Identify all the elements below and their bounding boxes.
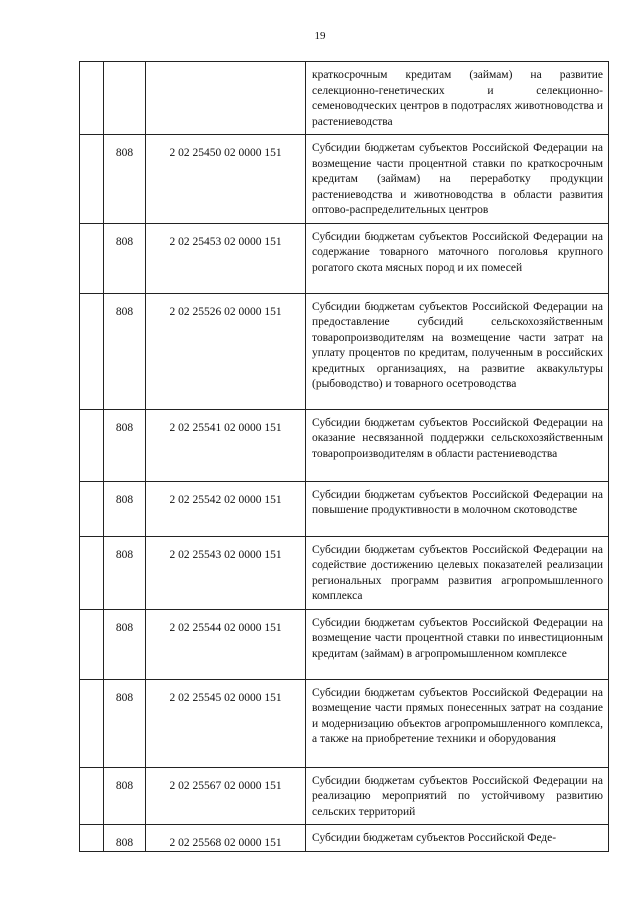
table-row <box>80 679 609 767</box>
admin-code-cell: 808 <box>104 679 146 767</box>
description-cell: Субсидии бюджетам субъектов Российской Федерации на возмещение части процентной ставки по краткосрочным кредитам (займам) на переработку продукции растениеводства и животноводства в области развития оптово-распределительных центров <box>306 135 609 224</box>
budget-code-cell: 2 02 25542 02 0000 151 <box>146 481 306 536</box>
description-cell: Субсидии бюджетам субъектов Российской Федерации на повышение продуктивности в молочном скотоводстве <box>306 481 609 536</box>
description-cell: краткосрочным кредитам (займам) на развитие селекционно-генетических и селекционно-семеноводческих центров в подотраслях животноводства и растениеводства <box>306 62 609 135</box>
budget-code-cell: 2 02 25567 02 0000 151 <box>146 767 306 825</box>
description-cell: Субсидии бюджетам субъектов Российской Федерации на предоставление субсидий сельскохозяйственным товаропроизводителям на возмещение части затрат на уплату процентов по кредитам, полученным в российских кредитных организациях, на развитие аквакультуры (рыбоводство) и товарного осетроводства <box>306 293 609 409</box>
budget-code-cell: 2 02 25568 02 0000 151 <box>146 825 306 852</box>
table-row <box>80 409 609 481</box>
admin-code-cell: 808 <box>104 481 146 536</box>
table-row <box>80 481 609 536</box>
description-cell: Субсидии бюджетам субъектов Российской Федерации на возмещение части прямых понесенных затрат на создание и модернизацию объектов агропромышленного комплекса, а также на приобретение техники и оборудования <box>306 679 609 767</box>
description-cell: Субсидии бюджетам субъектов Российской Федерации на реализацию мероприятий по устойчивому развитию сельских территорий <box>306 767 609 825</box>
description-cell: Субсидии бюджетам субъектов Российской Федерации на оказание несвязанной поддержки сельскохозяйственным товаропроизводителям в области растениеводства <box>306 409 609 481</box>
row-spacer-cell <box>80 62 104 135</box>
budget-code-cell: 2 02 25526 02 0000 151 <box>146 293 306 409</box>
table-row <box>80 825 609 852</box>
admin-code-cell: 808 <box>104 409 146 481</box>
table-row <box>80 223 609 293</box>
description-cell: Субсидии бюджетам субъектов Российской Федерации на содержание товарного маточного поголовья крупного рогатого скота мясных пород и их помесей <box>306 223 609 293</box>
table-row <box>80 536 609 609</box>
budget-code-cell: 2 02 25545 02 0000 151 <box>146 679 306 767</box>
budget-code-cell: 2 02 25541 02 0000 151 <box>146 409 306 481</box>
row-spacer-cell <box>80 679 104 767</box>
row-spacer-cell <box>80 293 104 409</box>
admin-code-cell: 808 <box>104 767 146 825</box>
description-cell: Субсидии бюджетам субъектов Российской Феде- <box>306 825 609 852</box>
admin-code-cell: 808 <box>104 825 146 852</box>
budget-code-cell <box>146 62 306 135</box>
admin-code-cell: 808 <box>104 536 146 609</box>
row-spacer-cell <box>80 135 104 224</box>
row-spacer-cell <box>80 409 104 481</box>
page-number: 19 <box>314 30 326 42</box>
budget-code-cell: 2 02 25543 02 0000 151 <box>146 536 306 609</box>
budget-code-table <box>79 61 609 852</box>
row-spacer-cell <box>80 223 104 293</box>
admin-code-cell <box>104 62 146 135</box>
row-spacer-cell <box>80 536 104 609</box>
row-spacer-cell <box>80 481 104 536</box>
table-row <box>80 767 609 825</box>
row-spacer-cell <box>80 609 104 679</box>
budget-code-cell: 2 02 25453 02 0000 151 <box>146 223 306 293</box>
admin-code-cell: 808 <box>104 135 146 224</box>
table-body <box>80 62 609 852</box>
description-cell: Субсидии бюджетам субъектов Российской Федерации на возмещение части процентной ставки по инвестиционным кредитам (займам) в агропромышленном комплексе <box>306 609 609 679</box>
table-row <box>80 609 609 679</box>
budget-code-cell: 2 02 25450 02 0000 151 <box>146 135 306 224</box>
row-spacer-cell <box>80 825 104 852</box>
admin-code-cell: 808 <box>104 609 146 679</box>
row-spacer-cell <box>80 767 104 825</box>
table-row <box>80 135 609 224</box>
budget-code-cell: 2 02 25544 02 0000 151 <box>146 609 306 679</box>
table-row <box>80 62 609 135</box>
description-cell: Субсидии бюджетам субъектов Российской Федерации на содействие достижению целевых показателей реализации региональных программ развития агропромышленного комплекса <box>306 536 609 609</box>
admin-code-cell: 808 <box>104 223 146 293</box>
table-row <box>80 293 609 409</box>
admin-code-cell: 808 <box>104 293 146 409</box>
